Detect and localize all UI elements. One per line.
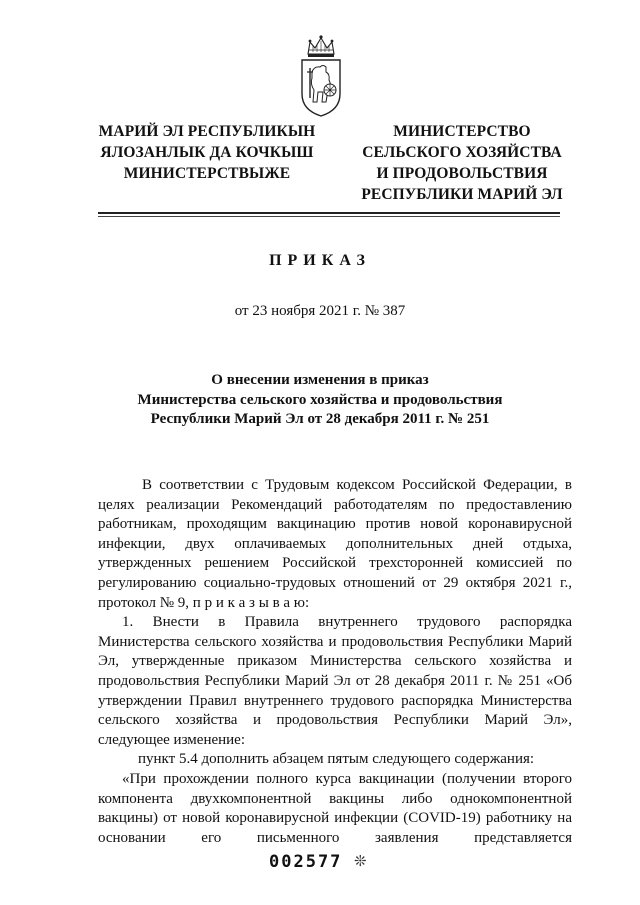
document-title: ПРИКАЗ xyxy=(269,252,371,269)
header-divider-thin xyxy=(98,216,560,217)
crown-icon xyxy=(308,35,334,57)
document-subject xyxy=(0,371,640,430)
document-body xyxy=(98,476,572,848)
body-paragraph-point: пункт 5.4 дополнить абзацем пятым следующего содержания: xyxy=(138,751,535,768)
document-date-number: от 23 ноября 2021 г. № 387 xyxy=(234,303,406,319)
subject-line-3: Республики Марий Эл от 28 декабря 2011 г. № 251 xyxy=(150,411,490,427)
header-right-line-1: МИНИСТЕРСТВО xyxy=(393,123,531,140)
body-paragraph-preamble: В соответствии с Трудовым кодексом Российской Федерации, в целях реализации Рекомендаций работодателям по предоставлению работникам, проходящим вакцинацию против новой коронавирусной инфекции, двух оплачиваемых дополнительных дней отдыха, утвержденных решением Российской трехсторонней комиссией по регулированию социально-трудовых отношений от 29 октября 2021 г., протокол № 9, п р и к а з ы в а ю: xyxy=(98,477,572,611)
coat-of-arms-emblem xyxy=(296,32,346,118)
header-divider-thick xyxy=(98,212,560,214)
body-paragraph-item-1: 1. Внести в Правила внутреннего трудового распорядка Министерства сельского хозяйства и продовольствия Республики Марий Эл, утвержденные приказом Министерства сельского хозяйства и продовольствия Республики Марий Эл от 28 декабря 2011 г. № 251 «Об утверждении Правил внутреннего трудового распорядка Министерства сельского хозяйства и продовольствия Республики Марий Эл», следующее изменение: xyxy=(98,614,572,748)
header-right-line-4: РЕСПУБЛИКИ МАРИЙ ЭЛ xyxy=(361,186,563,203)
header-left-line-3: МИНИСТЕРСТВЫЖЕ xyxy=(123,165,291,182)
subject-line-1: О внесении изменения в приказ xyxy=(211,372,429,388)
body-paragraph-quote: «При прохождении полного курса вакцинации (получении второго компонента двухкомпонентной вакцины либо однокомпонентной вакцины) от новой коронавирусной инфекции (COVID-19) работнику на основании его письменного заявления представляется xyxy=(98,770,572,846)
header-left-block xyxy=(88,121,326,184)
ornament-icon: ❊ xyxy=(354,854,367,870)
shield-icon xyxy=(302,60,340,116)
header-left-line-2: ЯЛОЗАНЛЫК ДА КОЧКЫШ xyxy=(100,144,314,161)
header-right-block xyxy=(333,121,591,205)
header-right-line-2: СЕЛЬСКОГО ХОЗЯЙСТВА xyxy=(362,144,562,161)
form-serial-number: 002577 xyxy=(269,852,343,872)
subject-line-2: Министерства сельского хозяйства и продовольствия xyxy=(137,391,503,408)
header-right-line-3: И ПРОДОВОЛЬСТВИЯ xyxy=(376,165,548,182)
header-left-line-1: МАРИЙ ЭЛ РЕСПУБЛИКЫН xyxy=(98,123,316,140)
